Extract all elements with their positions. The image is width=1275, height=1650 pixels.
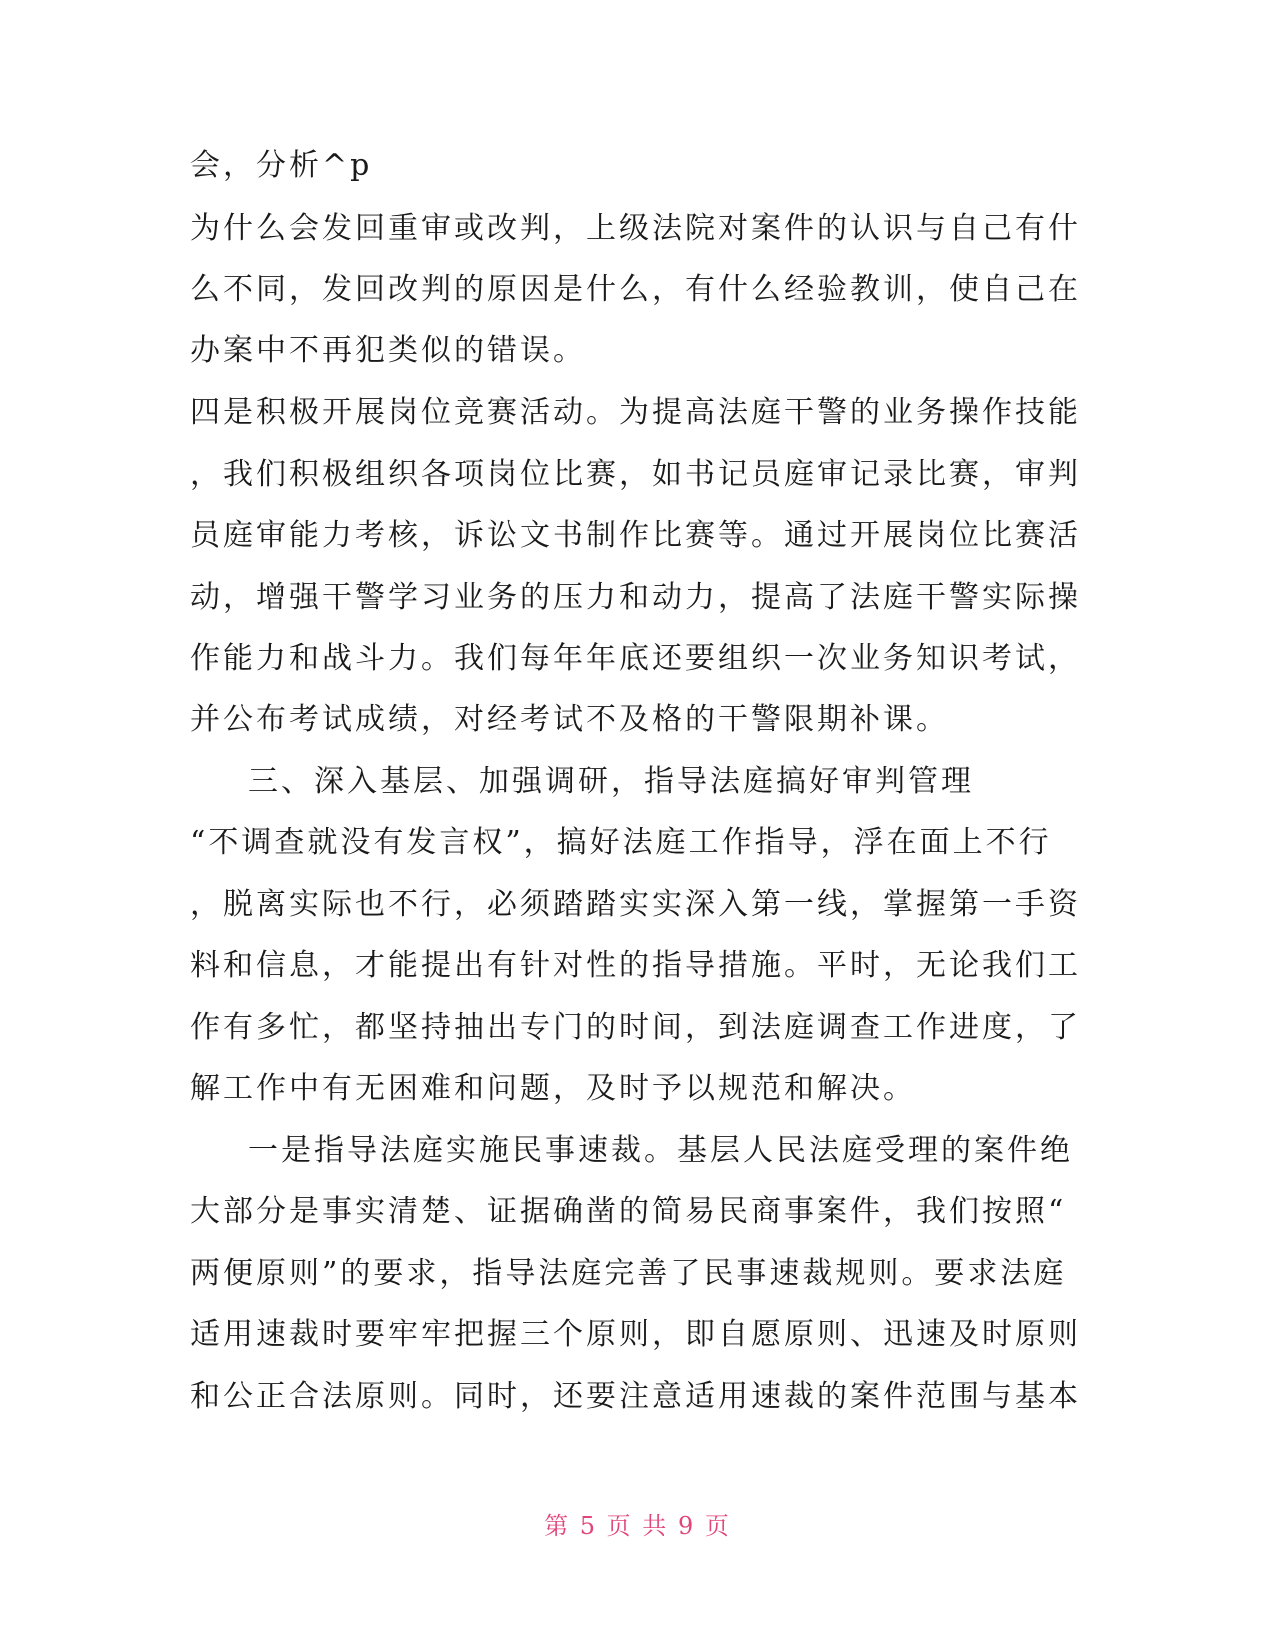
text-line: 员庭审能力考核，诉讼文书制作比赛等。通过开展岗位比赛活 bbox=[190, 518, 1081, 553]
text-line: 适用速裁时要牢牢把握三个原则，即自愿原则、迅速及时原则 bbox=[190, 1317, 1081, 1352]
text-line: 料和信息，才能提出有针对性的指导措施。平时，无论我们工 bbox=[190, 948, 1081, 983]
section-heading: 三、深入基层、加强调研，指导法庭搞好审判管理 bbox=[248, 764, 974, 799]
text-line: 办案中不再犯类似的错误。 bbox=[190, 333, 586, 368]
text-line: 作有多忙，都坚持抽出专门的时间，到法庭调查工作进度，了 bbox=[190, 1010, 1081, 1045]
text-line: ，脱离实际也不行，必须踏踏实实深入第一线，掌握第一手资 bbox=[190, 887, 1081, 922]
text-line: 为什么会发回重审或改判，上级法院对案件的认识与自己有什 bbox=[190, 211, 1081, 246]
text-line: 作能力和战斗力。我们每年年底还要组织一次业务知识考试， bbox=[190, 641, 1081, 676]
text-line: 会，分析^p bbox=[190, 148, 373, 183]
text-line: 解工作中有无困难和问题，及时予以规范和解决。 bbox=[190, 1071, 916, 1106]
page-number-footer: 第 5 页 共 9 页 bbox=[544, 1512, 731, 1540]
text-line: 并公布考试成绩，对经考试不及格的干警限期补课。 bbox=[190, 702, 949, 737]
text-line: 四是积极开展岗位竞赛活动。为提高法庭干警的业务操作技能 bbox=[190, 395, 1081, 430]
text-line: ，我们积极组织各项岗位比赛，如书记员庭审记录比赛，审判 bbox=[190, 457, 1081, 492]
text-line: 大部分是事实清楚、证据确凿的简易民商事案件，我们按照“ bbox=[190, 1194, 1067, 1229]
text-line: 么不同，发回改判的原因是什么，有什么经验教训，使自己在 bbox=[190, 272, 1081, 307]
text-line: “不调查就没有发言权”，搞好法庭工作指导，浮在面上不行 bbox=[190, 825, 1052, 860]
text-line: 动，增强干警学习业务的压力和动力，提高了法庭干警实际操 bbox=[190, 580, 1081, 615]
text-line: 一是指导法庭实施民事速裁。基层人民法庭受理的案件绝 bbox=[248, 1133, 1073, 1168]
text-line: 两便原则”的要求，指导法庭完善了民事速裁规则。要求法庭 bbox=[190, 1256, 1067, 1291]
text-line: 和公正合法原则。同时，还要注意适用速裁的案件范围与基本 bbox=[190, 1379, 1081, 1414]
